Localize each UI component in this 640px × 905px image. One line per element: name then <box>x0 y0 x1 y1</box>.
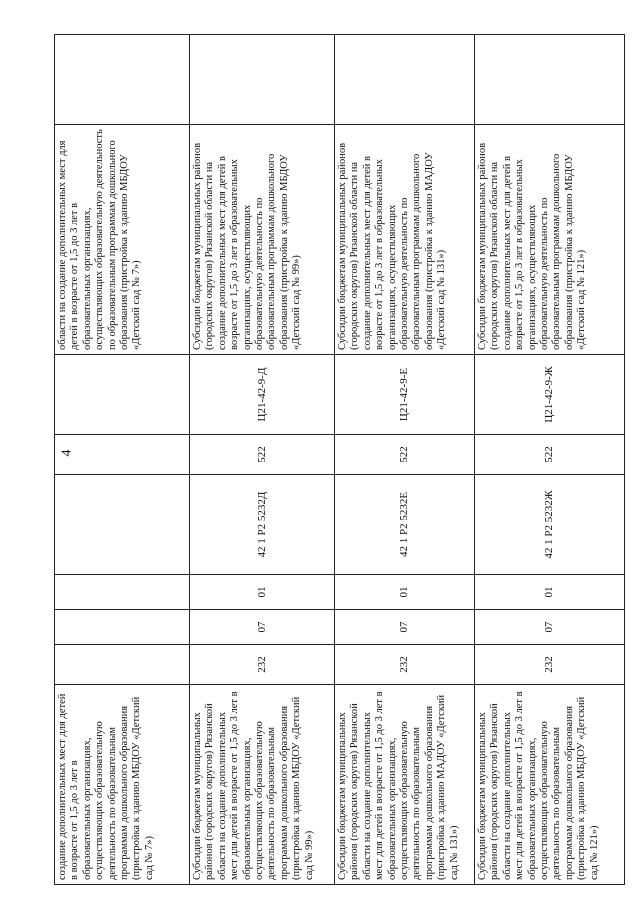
row-rz: 07 <box>190 610 335 645</box>
row-vr <box>55 435 190 475</box>
row-subsidy-code <box>55 355 190 435</box>
row-description: Субсидии бюджетам муниципальных районов (городских округов) Рязанской области на создание дополнительных мест для детей в возрасте от 1,5 до 3 лет в образовательных организациях, осуществляющих образовательную деятельность по образовательным программам дошкольного образования (пристройка к зданию МБДОУ «Детский сад № 99») <box>190 125 335 355</box>
row-extra <box>55 35 190 125</box>
budget-table <box>54 34 625 885</box>
row-name: Субсидии бюджетам муниципальных районов (городских округов) Рязанской области на создание дополнительных мест для детей в возрасте от 1,5 до 3 лет в образовательных организациях, осуществляющих образовательную деятельность по образовательным программам дошкольного образования (пристройка к зданию МБДОУ «Детский сад № 121») <box>475 685 625 885</box>
row-extra <box>335 35 475 125</box>
row-code <box>55 645 190 685</box>
row-pr: 01 <box>190 575 335 610</box>
row-rz <box>55 610 190 645</box>
row-name: создание дополнительных мест для детей в возрасте от 1,5 до 3 лет в образовательных организациях, осуществляющих образовательную деятельность по образовательным программам дошкольного образования (пристройка к зданию МБДОУ «Детский сад № 7») <box>55 685 190 885</box>
row-vr: 522 <box>190 435 335 475</box>
row-name: Субсидии бюджетам муниципальных районов (городских округов) Рязанской области на создание дополнительных мест для детей в возрасте от 1,5 до 3 лет в образовательных организациях, осуществляющих образовательную деятельность по образовательным программам дошкольного образования (пристройка к зданию МБДОУ «Детский сад № 99») <box>190 685 335 885</box>
row-pr: 01 <box>475 575 625 610</box>
table-row <box>55 35 190 885</box>
table-row <box>335 35 475 885</box>
table-row <box>475 35 625 885</box>
row-description: Субсидии бюджетам муниципальных районов (городских округов) Рязанской области на создание дополнительных мест для детей в возрасте от 1,5 до 3 лет в образовательных организациях, осуществляющих образовательную деятельность по образовательным программам дошкольного образования (пристройка к зданию МБДОУ «Детский сад № 121») <box>475 125 625 355</box>
row-csr <box>55 475 190 575</box>
row-extra <box>190 35 335 125</box>
rotated-page <box>54 35 624 885</box>
row-extra <box>475 35 625 125</box>
row-subsidy-code: Ц21-42-9-Д <box>190 355 335 435</box>
row-code: 232 <box>335 645 475 685</box>
row-code: 232 <box>475 645 625 685</box>
table-row <box>190 35 335 885</box>
row-rz: 07 <box>475 610 625 645</box>
row-pr: 01 <box>335 575 475 610</box>
row-description: области на создание дополнительных мест для детей в возрасте от 1,5 до 3 лет в образовательных организациях, осуществляющих образовательную деятельность по образовательным программам дошкольного образования (пристройка к зданию МБДОУ «Детский сад № 7») <box>55 125 190 355</box>
row-vr: 522 <box>335 435 475 475</box>
row-subsidy-code: Ц21-42-9-Е <box>335 355 475 435</box>
row-csr: 42 1 P2 5232Ж <box>475 475 625 575</box>
row-vr: 522 <box>475 435 625 475</box>
row-csr: 42 1 P2 5232Е <box>335 475 475 575</box>
row-code: 232 <box>190 645 335 685</box>
page-number: 4 <box>59 449 75 457</box>
row-rz: 07 <box>335 610 475 645</box>
row-subsidy-code: Ц21-42-9-Ж <box>475 355 625 435</box>
row-description: Субсидии бюджетам муниципальных районов (городских округов) Рязанской области на создание дополнительных мест для детей в возрасте от 1,5 до 3 лет в образовательных организациях, осуществляющих образовательную деятельность по образовательным программам дошкольного образования (пристройка к зданию МАДОУ «Детский сад № 131») <box>335 125 475 355</box>
row-csr: 42 1 P2 5232Д <box>190 475 335 575</box>
row-pr <box>55 575 190 610</box>
row-name: Субсидии бюджетам муниципальных районов (городских округов) Рязанской области на создание дополнительных мест для детей в возрасте от 1,5 до 3 лет в образовательных организациях, осуществляющих образовательную деятельность по образовательным программам дошкольного образования (пристройка к зданию МАДОУ «Детский сад № 131») <box>335 685 475 885</box>
